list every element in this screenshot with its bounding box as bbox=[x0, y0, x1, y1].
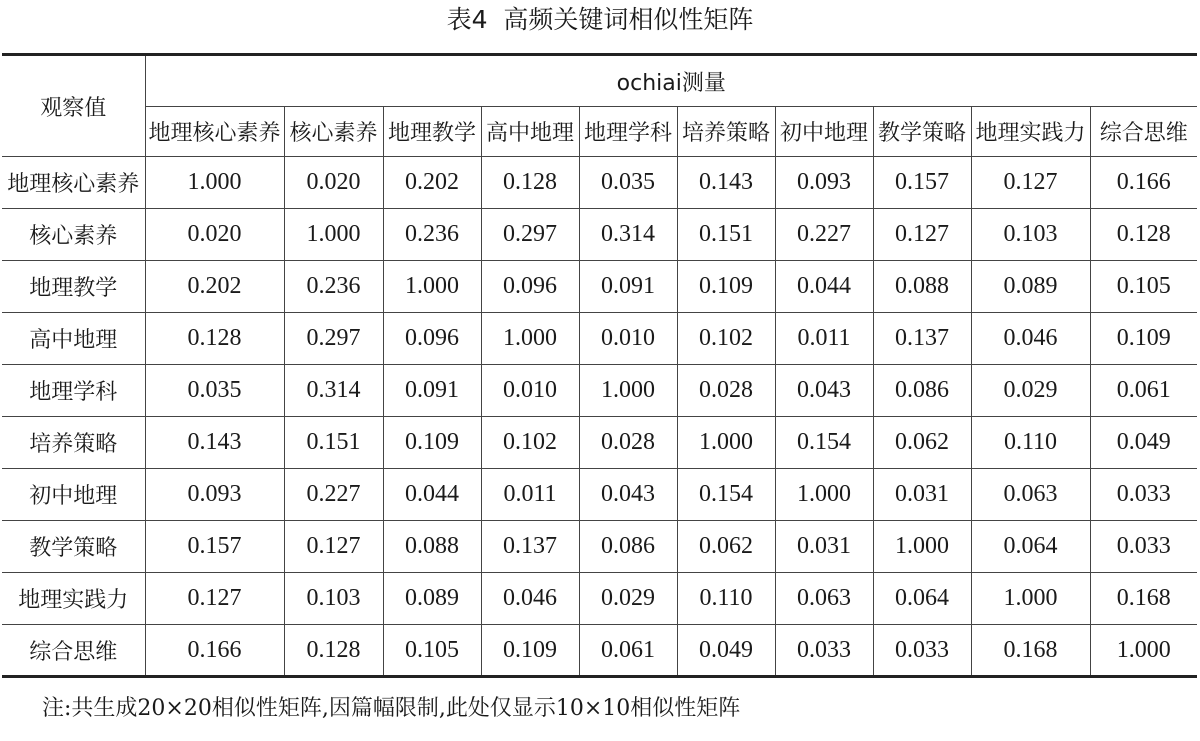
column-header: 地理学科 bbox=[579, 107, 677, 157]
table-cell: 0.227 bbox=[284, 469, 383, 521]
table-cell: 0.227 bbox=[775, 209, 873, 261]
table-cell: 0.202 bbox=[145, 261, 284, 313]
table-cell: 1.000 bbox=[775, 469, 873, 521]
table-cell: 0.137 bbox=[481, 521, 579, 573]
table-cell: 0.297 bbox=[284, 313, 383, 365]
table-cell: 0.020 bbox=[284, 157, 383, 209]
matrix-body bbox=[2, 157, 1197, 677]
table-cell: 0.044 bbox=[383, 469, 481, 521]
row-label: 初中地理 bbox=[2, 469, 145, 521]
table-cell: 0.127 bbox=[873, 209, 971, 261]
table-cell: 1.000 bbox=[971, 573, 1090, 625]
table-cell: 0.103 bbox=[284, 573, 383, 625]
table-cell: 0.166 bbox=[145, 625, 284, 677]
table-cell: 0.202 bbox=[383, 157, 481, 209]
table-cell: 0.028 bbox=[579, 417, 677, 469]
table-cell: 1.000 bbox=[1090, 625, 1197, 677]
table-cell: 0.043 bbox=[775, 365, 873, 417]
table-cell: 0.109 bbox=[677, 261, 775, 313]
table-cell: 0.109 bbox=[481, 625, 579, 677]
table-cell: 0.168 bbox=[1090, 573, 1197, 625]
table-cell: 1.000 bbox=[145, 157, 284, 209]
table-cell: 1.000 bbox=[579, 365, 677, 417]
column-header: 教学策略 bbox=[873, 107, 971, 157]
similarity-matrix-table bbox=[2, 53, 1197, 678]
table-cell: 0.096 bbox=[383, 313, 481, 365]
table-cell: 0.031 bbox=[775, 521, 873, 573]
table-cell: 0.063 bbox=[971, 469, 1090, 521]
table-cell: 0.062 bbox=[873, 417, 971, 469]
table-row bbox=[2, 365, 1197, 417]
corner-label: 观察值 bbox=[2, 55, 145, 157]
table-cell: 0.049 bbox=[677, 625, 775, 677]
table-cell: 1.000 bbox=[284, 209, 383, 261]
table-cell: 0.020 bbox=[145, 209, 284, 261]
table-cell: 0.035 bbox=[579, 157, 677, 209]
column-header: 初中地理 bbox=[775, 107, 873, 157]
table-cell: 0.151 bbox=[677, 209, 775, 261]
table-cell: 0.128 bbox=[284, 625, 383, 677]
column-header: 地理实践力 bbox=[971, 107, 1090, 157]
table-cell: 0.110 bbox=[677, 573, 775, 625]
table-cell: 0.143 bbox=[677, 157, 775, 209]
table-cell: 0.063 bbox=[775, 573, 873, 625]
table-cell: 0.062 bbox=[677, 521, 775, 573]
row-label: 地理实践力 bbox=[2, 573, 145, 625]
row-label: 地理学科 bbox=[2, 365, 145, 417]
table-cell: 0.033 bbox=[1090, 521, 1197, 573]
table-cell: 0.143 bbox=[145, 417, 284, 469]
table-cell: 0.091 bbox=[579, 261, 677, 313]
table-cell: 0.297 bbox=[481, 209, 579, 261]
table-cell: 0.128 bbox=[145, 313, 284, 365]
table-cell: 0.028 bbox=[677, 365, 775, 417]
table-cell: 0.033 bbox=[1090, 469, 1197, 521]
column-header: 核心素养 bbox=[284, 107, 383, 157]
table-cell: 0.166 bbox=[1090, 157, 1197, 209]
table-cell: 0.035 bbox=[145, 365, 284, 417]
table-cell: 0.064 bbox=[873, 573, 971, 625]
table-cell: 0.089 bbox=[383, 573, 481, 625]
table-cell: 0.046 bbox=[481, 573, 579, 625]
table-cell: 0.096 bbox=[481, 261, 579, 313]
column-header: 地理教学 bbox=[383, 107, 481, 157]
table-cell: 0.157 bbox=[873, 157, 971, 209]
table-cell: 0.086 bbox=[873, 365, 971, 417]
group-header: ochiai测量 bbox=[145, 55, 1197, 107]
table-row bbox=[2, 573, 1197, 625]
table-cell: 0.127 bbox=[971, 157, 1090, 209]
row-label: 核心素养 bbox=[2, 209, 145, 261]
table-cell: 0.093 bbox=[775, 157, 873, 209]
row-label: 地理核心素养 bbox=[2, 157, 145, 209]
table-cell: 0.154 bbox=[677, 469, 775, 521]
table-cell: 0.049 bbox=[1090, 417, 1197, 469]
table-cell: 0.088 bbox=[873, 261, 971, 313]
table-cell: 0.109 bbox=[1090, 313, 1197, 365]
table-cell: 0.043 bbox=[579, 469, 677, 521]
table-row bbox=[2, 209, 1197, 261]
table-row bbox=[2, 521, 1197, 573]
table-row bbox=[2, 625, 1197, 677]
table-cell: 0.128 bbox=[1090, 209, 1197, 261]
header-row-group bbox=[2, 55, 1197, 107]
table-cell: 1.000 bbox=[677, 417, 775, 469]
table-row bbox=[2, 469, 1197, 521]
table-cell: 0.128 bbox=[481, 157, 579, 209]
table-cell: 0.086 bbox=[579, 521, 677, 573]
table-cell: 0.011 bbox=[481, 469, 579, 521]
table-cell: 0.033 bbox=[873, 625, 971, 677]
table-cell: 0.154 bbox=[775, 417, 873, 469]
table-cell: 0.061 bbox=[579, 625, 677, 677]
table-row bbox=[2, 417, 1197, 469]
table-cell: 0.109 bbox=[383, 417, 481, 469]
table-cell: 0.103 bbox=[971, 209, 1090, 261]
column-header: 综合思维 bbox=[1090, 107, 1197, 157]
table-cell: 0.127 bbox=[145, 573, 284, 625]
table-cell: 0.029 bbox=[579, 573, 677, 625]
table-cell: 0.031 bbox=[873, 469, 971, 521]
table-cell: 1.000 bbox=[383, 261, 481, 313]
table-cell: 0.088 bbox=[383, 521, 481, 573]
table-cell: 0.061 bbox=[1090, 365, 1197, 417]
row-label: 培养策略 bbox=[2, 417, 145, 469]
table-cell: 0.314 bbox=[284, 365, 383, 417]
row-label: 地理教学 bbox=[2, 261, 145, 313]
column-header: 地理核心素养 bbox=[145, 107, 284, 157]
table-note: 注:共生成20×20相似性矩阵,因篇幅限制,此处仅显示10×10相似性矩阵 bbox=[42, 696, 741, 721]
column-header-row bbox=[2, 107, 1197, 157]
table-row bbox=[2, 261, 1197, 313]
table-row bbox=[2, 313, 1197, 365]
table-cell: 1.000 bbox=[481, 313, 579, 365]
table-cell: 0.102 bbox=[481, 417, 579, 469]
table-cell: 0.091 bbox=[383, 365, 481, 417]
table-cell: 0.044 bbox=[775, 261, 873, 313]
table-cell: 0.046 bbox=[971, 313, 1090, 365]
table-cell: 0.127 bbox=[284, 521, 383, 573]
table-cell: 0.010 bbox=[579, 313, 677, 365]
table-cell: 0.151 bbox=[284, 417, 383, 469]
table-cell: 0.137 bbox=[873, 313, 971, 365]
table-cell: 0.029 bbox=[971, 365, 1090, 417]
column-header: 培养策略 bbox=[677, 107, 775, 157]
row-label: 综合思维 bbox=[2, 625, 145, 677]
table-cell: 0.089 bbox=[971, 261, 1090, 313]
table-cell: 0.314 bbox=[579, 209, 677, 261]
table-cell: 0.168 bbox=[971, 625, 1090, 677]
table-cell: 0.236 bbox=[284, 261, 383, 313]
table-cell: 0.110 bbox=[971, 417, 1090, 469]
table-cell: 0.033 bbox=[775, 625, 873, 677]
table-cell: 0.102 bbox=[677, 313, 775, 365]
table-cell: 0.064 bbox=[971, 521, 1090, 573]
table-cell: 0.236 bbox=[383, 209, 481, 261]
table-cell: 0.010 bbox=[481, 365, 579, 417]
table-row bbox=[2, 157, 1197, 209]
table-cell: 0.157 bbox=[145, 521, 284, 573]
row-label: 高中地理 bbox=[2, 313, 145, 365]
row-label: 教学策略 bbox=[2, 521, 145, 573]
table-cell: 0.093 bbox=[145, 469, 284, 521]
column-header: 高中地理 bbox=[481, 107, 579, 157]
table-cell: 0.011 bbox=[775, 313, 873, 365]
table-cell: 1.000 bbox=[873, 521, 971, 573]
table-cell: 0.105 bbox=[383, 625, 481, 677]
table-title: 表4 高频关键词相似性矩阵 bbox=[446, 5, 754, 34]
table-cell: 0.105 bbox=[1090, 261, 1197, 313]
